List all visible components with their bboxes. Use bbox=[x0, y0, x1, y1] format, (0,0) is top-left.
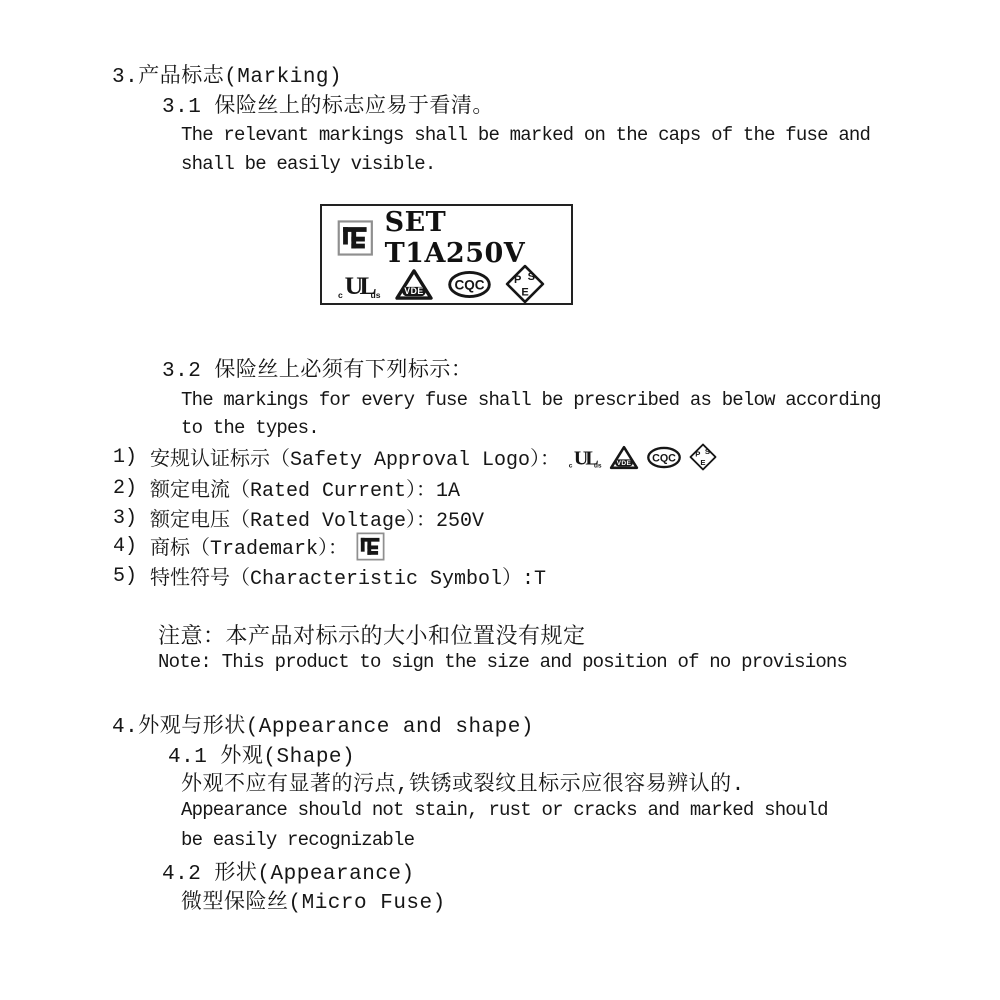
vde-logo-icon bbox=[609, 445, 639, 470]
cULus-logo-icon bbox=[337, 269, 381, 300]
list-item-safety-approval bbox=[113, 442, 717, 472]
section-3-heading: 3.产品标志(Marking) bbox=[112, 66, 343, 89]
vde-logo-icon bbox=[394, 268, 434, 301]
list-item-number: 3) bbox=[113, 506, 138, 530]
list-item-rated-voltage bbox=[113, 503, 484, 533]
clause-4-1-en-line2: be easily recognizable bbox=[181, 829, 415, 851]
list-item-text: 安规认证标示（Safety Approval Logo）： bbox=[150, 449, 561, 472]
clause-3-1-en-line1: The relevant markings shall be marked on the caps of the fuse and bbox=[181, 124, 871, 146]
pse-logo-icon bbox=[689, 443, 717, 471]
clause-3-2-title: 3.2 保险丝上必须有下列标示： bbox=[162, 360, 473, 383]
svg-text:c: c bbox=[568, 462, 573, 469]
clause-4-2-title: 4.2 形状(Appearance) bbox=[162, 863, 415, 886]
svg-text:UL: UL bbox=[573, 447, 596, 469]
list-item-characteristic-symbol bbox=[113, 561, 546, 591]
clause-3-2-en-line2: to the types. bbox=[181, 417, 319, 439]
clause-4-1-title: 4.1 外观(Shape) bbox=[168, 746, 356, 769]
list-item-number: 4) bbox=[113, 534, 138, 558]
clause-3-2-en-line1: The markings for every fuse shall be prescribed as below according bbox=[181, 389, 881, 411]
list-item-text: 额定电压（Rated Voltage）：250V bbox=[150, 510, 485, 533]
svg-text:CQC: CQC bbox=[454, 276, 485, 292]
cqc-logo-icon bbox=[447, 270, 492, 299]
cULus-logo-icon bbox=[568, 445, 602, 469]
section-4-heading: 4.外观与形状(Appearance and shape) bbox=[112, 716, 534, 739]
svg-text:P: P bbox=[695, 449, 701, 459]
clause-3-1-en-line2: shall be easily visible. bbox=[181, 153, 436, 175]
list-item-number: 2) bbox=[113, 476, 138, 500]
note-zh: 注意：本产品对标示的大小和位置没有规定 bbox=[158, 625, 586, 650]
list-item-number: 1) bbox=[113, 445, 138, 469]
svg-text:CQC: CQC bbox=[652, 451, 676, 464]
clause-3-1-title: 3.1 保险丝上的标志应易于看清。 bbox=[162, 96, 494, 119]
list-item-trademark bbox=[113, 531, 385, 561]
svg-text:E: E bbox=[521, 286, 529, 299]
list-item-rated-current bbox=[113, 473, 460, 503]
list-item-text: 额定电流（Rated Current）：1A bbox=[150, 480, 461, 503]
list-item-number: 5) bbox=[113, 564, 138, 588]
inline-trademark-logo bbox=[356, 532, 385, 561]
svg-text:VDE: VDE bbox=[404, 285, 424, 296]
svg-text:VDE: VDE bbox=[616, 459, 632, 467]
inline-cert-logos bbox=[568, 443, 717, 471]
set-brand-logo-icon bbox=[337, 216, 374, 260]
svg-text:UL: UL bbox=[344, 270, 373, 300]
marking-example-box bbox=[320, 204, 573, 305]
svg-text:c: c bbox=[337, 289, 343, 300]
clause-4-1-en-line1: Appearance should not stain, rust or cracks and marked should bbox=[181, 799, 828, 821]
svg-text:P: P bbox=[513, 273, 522, 286]
pse-logo-icon bbox=[505, 264, 545, 304]
note-en: Note: This product to sign the size and position of no provisions bbox=[158, 651, 848, 673]
svg-text:us: us bbox=[370, 289, 381, 300]
marking-box-top-row bbox=[337, 207, 571, 269]
clause-4-2-zh: 微型保险丝(Micro Fuse) bbox=[181, 892, 446, 915]
svg-text:E: E bbox=[700, 458, 706, 468]
svg-text:S: S bbox=[527, 270, 536, 283]
cqc-logo-icon bbox=[646, 446, 682, 469]
clause-4-1-zh: 外观不应有显著的污点,铁锈或裂纹且标示应很容易辨认的. bbox=[181, 774, 745, 797]
list-item-text: 商标（Trademark）： bbox=[150, 538, 349, 561]
marking-box-cert-row bbox=[337, 263, 571, 305]
list-item-text: 特性符号（Characteristic Symbol）:T bbox=[150, 568, 547, 591]
fuse-marking-text: SET T1A250V bbox=[384, 207, 526, 269]
svg-text:S: S bbox=[704, 447, 711, 457]
svg-text:us: us bbox=[593, 462, 602, 469]
set-brand-logo-icon bbox=[356, 532, 385, 561]
